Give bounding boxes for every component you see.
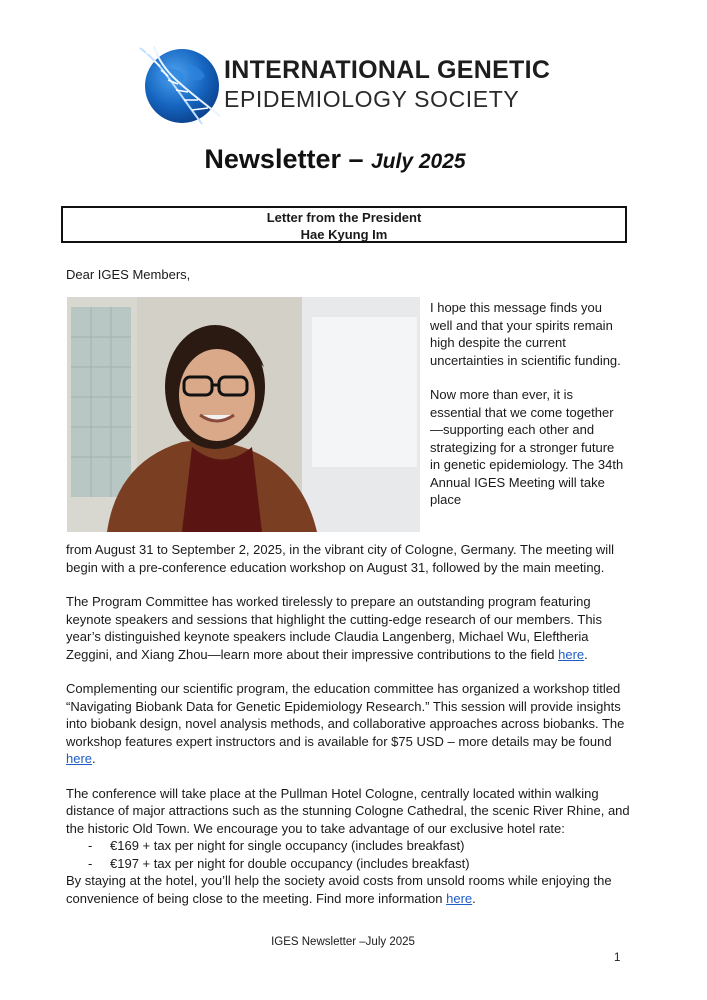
hotel-info-paragraph xyxy=(66,872,631,907)
logo-line2: EPIDEMIOLOGY SOCIETY xyxy=(224,86,520,112)
hotel-rate-list xyxy=(66,837,631,872)
president-letter-heading xyxy=(61,206,627,243)
page-footer: IGES Newsletter –July 2025 xyxy=(271,936,415,948)
program-paragraph xyxy=(66,593,631,663)
title-main: Newsletter xyxy=(204,144,341,174)
hotel-info-text: By staying at the hotel, you’ll help the society avoid costs from unsold rooms while enjoying the convenience of being close to the meeting. Find more information xyxy=(66,873,612,906)
program-end: . xyxy=(584,646,588,662)
page-title xyxy=(0,144,670,175)
globe-dna-icon xyxy=(132,44,227,126)
iges-logo xyxy=(132,44,552,126)
program-text: The Program Committee has worked tirelessly to prepare an outstanding program featuring keynote speakers and sessions that highlight the cutting-edge research of our members. This year’s distinguished keynote speakers include Claudia Langenberg, Michael Wu, Eleftheria Zeggini, and Xiang Zhou—learn more about their impressive contributions to the field xyxy=(66,594,602,662)
workshop-paragraph xyxy=(66,680,631,768)
workshop-here-link[interactable]: here xyxy=(66,751,93,766)
workshop-text: Complementing our scientific program, the education committee has organized a workshop titled “Navigating Biobank Data for Genetic Epidemiology Research.” This session will provide insights into biobank design, novel analysis methods, and collaborative approaches across biobanks. The workshop features expert instructors and is available for $75 USD – more details may be found xyxy=(66,681,625,749)
hotel-here-link[interactable]: here xyxy=(446,890,473,906)
keynote-here-link[interactable]: here xyxy=(558,646,585,662)
heading-line2: Hae Kyung Im xyxy=(300,227,388,242)
letter-body xyxy=(66,541,631,907)
president-photo xyxy=(67,297,420,532)
heading-line1: Letter from the President xyxy=(266,210,422,225)
title-dash: – xyxy=(340,144,371,174)
meeting-paragraph-start: Now more than ever, it is essential that we come together—supporting each other and strategizing for a stronger future in genetic epidemiology. The 34th Annual IGES Meeting will take place xyxy=(430,387,624,507)
greeting: Dear IGES Members, xyxy=(66,267,191,282)
logo-line1: INTERNATIONAL GENETIC xyxy=(224,56,551,84)
intro-paragraph: I hope this message finds you well and that your spirits remain high despite the current uncertainties in scientific funding. xyxy=(430,300,621,368)
title-date: July 2025 xyxy=(371,150,466,173)
hotel-paragraph: The conference will take place at the Pullman Hotel Cologne, centrally located within walking distance of major attractions such as the stunning Cologne Cathedral, the scenic River Rhine, and the historic Old Town. We encourage you to take advantage of our exclusive hotel rate: xyxy=(66,785,630,836)
workshop-end: . xyxy=(92,751,96,766)
meeting-paragraph-end: from August 31 to September 2, 2025, in the vibrant city of Cologne, Germany. The meeting will begin with a pre-conference education workshop on August 31, followed by the main meeting. xyxy=(66,542,614,575)
intro-column xyxy=(430,299,625,526)
page-number: 1 xyxy=(614,952,621,964)
rate-single: - €169 + tax per night for single occupancy (includes breakfast) xyxy=(66,837,631,855)
hotel-info-end: . xyxy=(472,890,476,906)
rate-double: - €197 + tax per night for double occupancy (includes breakfast) xyxy=(66,855,631,873)
